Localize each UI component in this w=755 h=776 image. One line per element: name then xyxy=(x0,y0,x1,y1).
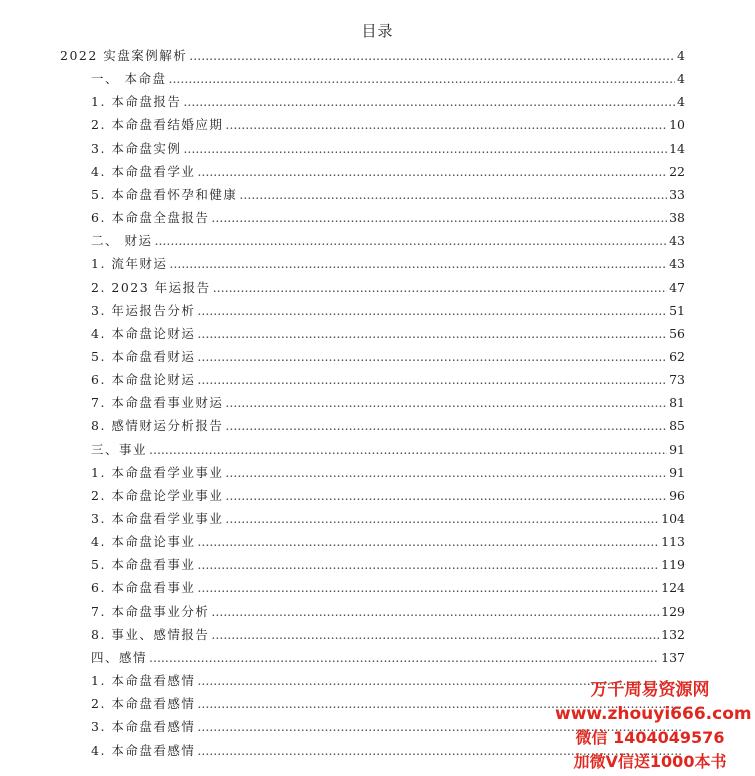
watermark-url: www.zhouyi666.com xyxy=(555,704,752,724)
toc-entry-page: 4 xyxy=(677,71,685,87)
toc-entry[interactable] xyxy=(91,207,685,229)
toc-entry-page: 137 xyxy=(661,649,685,665)
toc-entry-page: 62 xyxy=(669,348,685,364)
toc-entry-label: 2. 2023 年运报告 xyxy=(91,279,211,295)
toc-entry[interactable] xyxy=(91,531,685,553)
toc-entry-page: 132 xyxy=(661,626,685,642)
toc-entry-label: 4. 本命盘看学业 xyxy=(91,163,196,179)
toc-entry-page: 113 xyxy=(661,534,685,550)
toc-leader-dots xyxy=(211,207,667,229)
toc-entry[interactable] xyxy=(91,253,685,275)
toc-leader-dots xyxy=(225,462,667,484)
toc-entry-label: 6. 本命盘论财运 xyxy=(91,372,196,388)
toc-entry-page: 81 xyxy=(669,395,685,411)
toc-entry[interactable] xyxy=(91,624,685,646)
toc-entry-page: 38 xyxy=(669,210,685,226)
toc-entry-page: 56 xyxy=(669,325,685,341)
toc-leader-dots xyxy=(225,485,667,507)
toc-entry-page: 96 xyxy=(669,487,685,503)
toc-entry-label: 6. 本命盘看事业 xyxy=(91,580,196,596)
toc-entry[interactable] xyxy=(91,369,685,391)
toc-leader-dots xyxy=(211,601,659,623)
toc-entry[interactable] xyxy=(91,161,685,183)
watermark-site-name: 万千周易资源网 xyxy=(590,680,710,700)
toc-entry-label: 2022 实盘案例解析 xyxy=(60,48,188,63)
toc-entry-page: 104 xyxy=(661,511,685,526)
toc-entry[interactable] xyxy=(91,323,685,345)
toc-leader-dots xyxy=(225,415,667,437)
toc-entry-label: 7. 本命盘看事业财运 xyxy=(91,395,224,411)
toc-entry[interactable] xyxy=(91,230,685,252)
toc-leader-dots xyxy=(169,253,667,275)
toc-entry[interactable] xyxy=(91,601,685,623)
toc-entry-label: 2. 本命盘看结婚应期 xyxy=(91,117,224,133)
toc-leader-dots xyxy=(197,369,667,391)
toc-leader-dots xyxy=(197,300,667,322)
toc-leader-dots xyxy=(211,624,659,646)
toc-entry-page: 14 xyxy=(669,140,685,156)
toc-entry-label: 二、 财运 xyxy=(91,233,153,249)
toc-entry[interactable] xyxy=(91,647,685,669)
watermark-wechat: 微信 1404049576 xyxy=(575,728,725,747)
toc-entry-page: 43 xyxy=(669,233,685,249)
toc-entry-page: 91 xyxy=(669,441,685,457)
toc-entry[interactable] xyxy=(91,184,685,206)
toc-entry-page: 129 xyxy=(661,603,685,619)
watermark xyxy=(555,678,752,774)
toc-entry[interactable] xyxy=(91,439,685,461)
toc-leader-dots xyxy=(197,554,659,576)
toc-entry[interactable] xyxy=(91,415,685,437)
toc-entry-page: 91 xyxy=(669,464,685,480)
toc-leader-dots xyxy=(197,323,667,345)
toc-entry-label: 5. 本命盘看怀孕和健康 xyxy=(91,186,238,202)
toc-leader-dots xyxy=(225,508,659,530)
toc-entry-label: 2. 本命盘论学业事业 xyxy=(91,487,224,503)
toc-entry[interactable] xyxy=(91,91,685,113)
toc-entry-label: 1. 本命盘看感情 xyxy=(91,673,196,689)
toc-entry-label: 2. 本命盘看感情 xyxy=(91,696,196,712)
toc-leader-dots xyxy=(239,184,667,206)
toc-leader-dots xyxy=(183,91,675,113)
toc-leader-dots xyxy=(154,230,667,252)
toc-entry-label: 6. 本命盘全盘报告 xyxy=(91,210,210,226)
toc-leader-dots xyxy=(149,647,659,669)
toc-entry-label: 4. 本命盘论事业 xyxy=(91,534,196,550)
toc-leader-dots xyxy=(197,577,659,599)
toc-title: 目录 xyxy=(361,22,394,40)
toc-entry-label: 8. 感情财运分析报告 xyxy=(91,418,224,434)
toc-entry-page: 4 xyxy=(677,48,685,63)
toc-entry-label: 8. 事业、感情报告 xyxy=(91,626,210,642)
toc-entry-page: 119 xyxy=(661,557,685,573)
toc-entry-page: 85 xyxy=(669,418,685,434)
toc-leader-dots xyxy=(197,531,659,553)
toc-entry-label: 3. 本命盘看学业事业 xyxy=(91,511,224,526)
toc-entry[interactable] xyxy=(60,45,685,67)
toc-leader-dots xyxy=(213,277,667,299)
toc-entry-page: 33 xyxy=(669,186,685,202)
toc-entry-label: 三、事业 xyxy=(91,441,148,457)
toc-entry-page: 47 xyxy=(669,279,685,295)
toc-entry[interactable] xyxy=(91,508,685,530)
toc-entry[interactable] xyxy=(91,346,685,368)
toc-entry-page: 43 xyxy=(669,256,685,272)
toc-entry-label: 3. 本命盘看感情 xyxy=(91,719,196,735)
toc-entry[interactable] xyxy=(91,277,685,299)
toc-entry-label: 3. 年运报告分析 xyxy=(91,302,196,318)
toc-leader-dots xyxy=(197,346,667,368)
toc-leader-dots xyxy=(183,138,667,160)
toc-entry[interactable] xyxy=(91,577,685,599)
toc-entry-label: 一、 本命盘 xyxy=(91,71,167,87)
toc-entry[interactable] xyxy=(91,138,685,160)
toc-entry-page: 4 xyxy=(677,94,685,110)
toc-entry-page: 124 xyxy=(661,580,685,596)
toc-leader-dots xyxy=(225,392,667,414)
toc-entry[interactable] xyxy=(91,554,685,576)
toc-leader-dots xyxy=(197,161,667,183)
toc-entry-page: 51 xyxy=(669,302,685,318)
toc-entry[interactable] xyxy=(91,462,685,484)
toc-entry[interactable] xyxy=(91,114,685,136)
watermark-promo: 加微V信送1000本书 xyxy=(573,752,727,771)
toc-entry[interactable] xyxy=(91,485,685,507)
toc-entry-label: 5. 本命盘看事业 xyxy=(91,557,196,573)
toc-entry[interactable] xyxy=(91,392,685,414)
toc-leader-dots xyxy=(168,68,675,90)
toc-entry-page: 22 xyxy=(669,163,685,179)
toc-entry-label: 5. 本命盘看财运 xyxy=(91,348,196,364)
toc-entry-label: 3. 本命盘实例 xyxy=(91,140,182,156)
toc-leader-dots xyxy=(189,45,675,67)
toc-entry-page: 73 xyxy=(669,372,685,388)
toc-entry[interactable] xyxy=(91,300,685,322)
toc-entry-label: 7. 本命盘事业分析 xyxy=(91,603,210,619)
toc-entry-page: 10 xyxy=(669,117,685,133)
toc-leader-dots xyxy=(225,114,667,136)
toc-entry-label: 4. 本命盘看感情 xyxy=(91,742,196,758)
toc-entry-label: 1. 本命盘报告 xyxy=(91,94,182,110)
toc-entry-label: 1. 本命盘看学业事业 xyxy=(91,464,224,480)
toc-entry-label: 4. 本命盘论财运 xyxy=(91,325,196,341)
toc-leader-dots xyxy=(149,439,667,461)
toc-entry[interactable] xyxy=(91,68,685,90)
toc-entry-label: 四、感情 xyxy=(91,649,148,665)
toc-entry-label: 1. 流年财运 xyxy=(91,256,168,272)
